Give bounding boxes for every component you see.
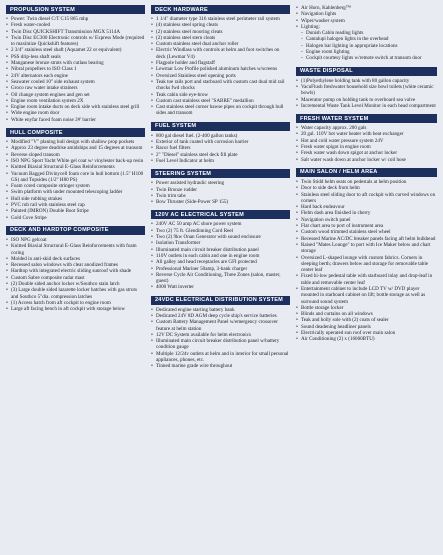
section-deck-hardware: [151, 5, 290, 117]
section-header: STEERING SYSTEM: [151, 169, 290, 178]
spec-item: • Swim platform with under mounted telescoping ladder: [6, 189, 145, 195]
spec-list: [151, 221, 290, 290]
spec-item: • Nibral propellers to ISO Class 1: [6, 66, 145, 72]
spec-item: • Lighting:: [296, 24, 437, 30]
spec-item: • Twin trim tabs: [151, 193, 290, 199]
spec-item: • 110V outlets in each cabin and one in engine room: [151, 253, 290, 259]
spec-item: • Large aft facing bench in aft cockpit with storage below: [6, 306, 145, 312]
spec-list: [6, 237, 145, 313]
spec-item: • ISO NPG Sport Yacht White gel coat w/ vinylester back-up resin: [6, 158, 145, 164]
spec-item: • Manganese bronze struts with cutlass bearing: [6, 60, 145, 66]
section-header: 120V AC ELECTRICAL SYSTEM: [151, 210, 290, 219]
spec-item: • Water capacity approx. 200 gals: [296, 125, 437, 131]
section-120v-ac-electrical-system: [151, 210, 290, 290]
section-main-salon-helm-area: [296, 168, 437, 343]
spec-subitem: - Engine room lighting: [296, 49, 437, 55]
section-header: WASTE DISPOSAL: [296, 67, 437, 76]
spec-sheet: [6, 5, 437, 545]
spec-item: • 1 1/4" diameter type 316 stainless steel perimeter rail system: [151, 16, 290, 22]
spec-item: • 800 gal diesel fuel. (2-400 gallon tanks): [151, 133, 290, 139]
section-header: MAIN SALON / HELM AREA: [296, 168, 437, 177]
spec-item: • Oversized L-shaped lounge with custom fabrics. Corners in sleeping berth; drawers below and storage for removable table center leaf: [296, 255, 437, 274]
spec-item: • Twin Stidd helm seats on pedestals at helm position: [296, 179, 437, 185]
spec-item: • Custom cast stainless steel "SABRE" medallion: [151, 98, 290, 104]
spec-item: • Hot and cold water pressure system 24V: [296, 138, 437, 144]
spec-item: • Molded in anti-skid deck surfaces: [6, 256, 145, 262]
spec-item: • Oversized Stainless steel opening ports: [151, 73, 290, 79]
spec-item: • Navigation switch panel: [296, 217, 437, 223]
spec-item: • Hard back endeavour: [296, 204, 437, 210]
spec-item: • Vacuum Bagged Divinycell foam core in hull bottom (1.5" H100 GS) and Topsides (1/2" H80 PS): [6, 171, 145, 184]
spec-item: • PVC rub rail with stainless steel cap: [6, 202, 145, 208]
spec-item: • (1) Access hatch from aft cockpit to engine room: [6, 300, 145, 306]
spec-item: • 2 3/4" stainless steel shaft (Aquamet 22 or equivalent): [6, 47, 145, 53]
spec-list: [6, 16, 145, 123]
spec-item: • Recessed Marine AC/DC breaker panels facing aft helm bulkhead: [296, 236, 437, 242]
spec-item: • Twin Bronze rudder: [151, 187, 290, 193]
section-header: HULL COMPOSITE: [6, 128, 145, 137]
spec-item: • Custom Battery Management Panel w/emergency crossover feature at helm station: [151, 319, 290, 332]
spec-item: • Two (2) 75 ft. Glendinning Cord Reel: [151, 228, 290, 234]
spec-item: • Illuminated main circuit breaker distribution panel w/battery condition gauge: [151, 338, 290, 351]
spec-item: • Flagpole holder and flagstaff: [151, 60, 290, 66]
spec-item: • Macerator pump on holding tank to overboard sea valve: [296, 97, 437, 103]
section-hull-composite: [6, 128, 145, 221]
section-header: PROPULSION SYSTEM: [6, 5, 145, 14]
spec-item: • Wide engine room door: [6, 110, 145, 116]
spec-item: • Professional Mariner 50amp, 3-bank charger: [151, 266, 290, 272]
spec-item: • (1)Polyethylene holding tank with 80 gallon capacity: [296, 78, 437, 84]
spec-item: • Power assisted hydraulic steering: [151, 180, 290, 186]
spec-item: • All galley and head receptacles are GFI protected: [151, 259, 290, 265]
spec-item: • 12V DC System available for helm electronics: [151, 332, 290, 338]
spec-item: • (3) Large double sided lazarette locker hatches with gas struts and Southco 5"dia. compression latches: [6, 287, 145, 300]
spec-item: • Incremental Waste Tank Level Monitor in each head compartment: [296, 103, 437, 109]
spec-item: • Custom wood trimmed stainless steel wheel: [296, 229, 437, 235]
spec-item: • 2" "Diesel" stainless steel deck fill plate: [151, 152, 290, 158]
spec-item: • Tinned marine grade wire throughout: [151, 363, 290, 369]
spec-item: • Air Horn, Kahlenberg™: [296, 5, 437, 11]
spec-item: • Illuminated main circuit breaker distribution panel: [151, 247, 290, 253]
spec-item: • Power: Twin diesel C/T C15 865 mhp: [6, 16, 145, 22]
spec-subitem: - Cantalupi halogen lights in the overhead: [296, 36, 437, 42]
spec-item: • Flat chart area to port of instrument area: [296, 223, 437, 229]
spec-list: [296, 78, 437, 109]
spec-item: • Fresh water spigot in engine room: [296, 144, 437, 150]
spec-list: [6, 139, 145, 221]
spec-item: • 240V AC 50 amp AC shore power system: [151, 221, 290, 227]
section-header: DECK AND HARDTOP COMPOSITE: [6, 226, 145, 235]
column-1: [6, 5, 145, 545]
spec-item: • Isolation Transformer: [151, 240, 290, 246]
section-header: FUEL SYSTEM: [151, 122, 290, 131]
spec-item: • Bottle storage locker: [296, 305, 437, 311]
section-fuel-system: [151, 122, 290, 164]
spec-item: • VacuFlush freshwater household size bowl toilets (white ceramic bowls): [296, 84, 437, 97]
section-24vdc-electrical-distribution-system: [151, 296, 290, 370]
spec-subitem: - Dunish Cabin reading lights: [296, 30, 437, 36]
spec-item: • Electric Windlass with controls at helm and foot switches on deck (Lewmar V4): [151, 47, 290, 60]
spec-item: • Bow Thruster (Side-Power SP 155): [151, 199, 290, 205]
spec-item: • PSS drip-less shaft seals: [6, 54, 145, 60]
spec-item: • Engine room ventilation system 2X: [6, 98, 145, 104]
spec-list: [151, 16, 290, 117]
spec-item: • Painted (IMRON) Double Boot Stripe: [6, 208, 145, 214]
spec-item: • Exterior of tank coated with corrosion barrier: [151, 139, 290, 145]
spec-item: • 24V alternators each engine: [6, 73, 145, 79]
section-propulsion-system: [6, 5, 145, 123]
spec-list: [151, 307, 290, 370]
spec-item: • Custom stainless steel dual anchor roller: [151, 41, 290, 47]
column-3: [296, 5, 437, 545]
section-header: DECK HARDWARE: [151, 5, 290, 14]
spec-subitem: - Halogen bar lighting in appropriate locations: [296, 43, 437, 49]
section-header: 24VDC ELECTRICAL DISTRIBUTION SYSTEM: [151, 296, 290, 305]
spec-item: • Oil change system engines and gen set: [6, 92, 145, 98]
spec-item: • Multiple 12/24v outlets at helm and in interior for small personal appliances, phones, etc.: [151, 351, 290, 364]
spec-item: • Dedicated engine starting battery bank: [151, 307, 290, 313]
spec-item: • Two (2) 9kw Onan Generator with sound enclosure: [151, 234, 290, 240]
spec-item: • 4000 Watt inverter: [151, 284, 290, 290]
spec-item: • Hull side rubbing strakes: [6, 196, 145, 202]
spec-item: • Wiper/washer system: [296, 18, 437, 24]
section-waste-disposal: [296, 67, 437, 109]
spec-item: • Reverse sloped transom: [6, 152, 145, 158]
spec-item: • Fuel Level Indicator at helm: [151, 158, 290, 164]
spec-item: • Reverse Cycle Air Conditioning, Three Zones (salon, master, guest): [151, 272, 290, 285]
spec-item: • Stainless steel sliding door to aft cockpit with curved windows on corners: [296, 192, 437, 205]
section-header: FRESH WATER SYSTEM: [296, 114, 437, 123]
spec-item: • Groco raw water intake strainers: [6, 85, 145, 91]
spec-item: • Approx 23 degree deadrise amidships and 15 degrees at transom: [6, 145, 145, 151]
spec-item: • Twin Disc EC300 Electronic controls w/ Express Mode (required to maximize Quickshift features): [6, 35, 145, 48]
spec-item: • Teak toe rails port and starboard with custom cast dual mid rail chocks fwd chocks: [151, 79, 290, 92]
spec-item: • Air Conditioning (2) x (16000BTU): [296, 336, 437, 342]
spec-item: • Seawater cooled 10" side exhaust system: [6, 79, 145, 85]
spec-item: • Flelm dash area finished in cherry: [296, 210, 437, 216]
spec-item: • Teak cabin side eye-brow: [151, 92, 290, 98]
spec-item: • Twin Disc QUICKSHIFT Transmission MGX 5114A: [6, 29, 145, 35]
spec-item: • Cast stainless steel corner hawse pipes on cockpit through hull sides and transom: [151, 104, 290, 117]
spec-item: • Gold Cove Stripe: [6, 215, 145, 221]
spec-item: • Navigation lights: [296, 11, 437, 17]
section-fresh-water-system: [296, 114, 437, 163]
spec-item: • (4) stainless steel spring cleats: [151, 22, 290, 28]
spec-item: • (2) stainless steel stern cleats: [151, 35, 290, 41]
section-misc: [296, 5, 437, 62]
spec-item: • Raised "Mates Lounge" to port with Ice Maker below and chart storage: [296, 242, 437, 255]
spec-item: • Lewmar Low Profile polished aluminum hatches w/screens: [151, 66, 290, 72]
spec-item: • Custom Sabre composite radar mast: [6, 275, 145, 281]
spec-item: • (2) stainless steel mooring cleats: [151, 29, 290, 35]
spec-item: • Hardtop with integrated electric sliding sunroof with shade: [6, 268, 145, 274]
section-steering-system: [151, 169, 290, 205]
spec-list: [296, 5, 437, 62]
spec-list: [296, 125, 437, 163]
spec-item: • Fresh water wash down spigot at anchor locker: [296, 150, 437, 156]
spec-list: [151, 133, 290, 164]
spec-item: • Door to side deck from helm: [296, 185, 437, 191]
spec-item: • Foam cored composite stringer system: [6, 183, 145, 189]
spec-item: • Fresh water-cooled: [6, 22, 145, 28]
spec-item: • Fixed hi-low pedestal table with starboard inlay and drop-leaf in table and removable center leaf: [296, 273, 437, 286]
spec-item: • Sound deadening headliner panels: [296, 324, 437, 330]
spec-item: • Entertainment cabinet to include LCD TV w/ DVD player mounted in starboard cabinet on lift; bottle storage as well as surround sound system: [296, 286, 437, 305]
spec-item: • Knitted Biaxial Structural E-Glass Reinforcements with foam coring: [6, 243, 145, 256]
spec-item: • Blinds and curtains on all windows: [296, 311, 437, 317]
column-2: [151, 5, 290, 545]
spec-item: • ISO NPG gelcoat: [6, 237, 145, 243]
spec-list: [151, 180, 290, 205]
spec-item: • Electrically operated sun roof over main salon: [296, 330, 437, 336]
spec-list: [296, 179, 437, 343]
spec-item: • Engine room intake ducts on deck side with stainless steel grill: [6, 104, 145, 110]
spec-item: • White enyfar faced foam noise 2#' barrier: [6, 117, 145, 123]
spec-item: • Dedicated 24V 8D AGM deep cycle ship's service batteries: [151, 313, 290, 319]
spec-item: • Racor fuel filters: [151, 145, 290, 151]
spec-item: • Teak and holly sole with (2) coats of sealer: [296, 317, 437, 323]
spec-item: • Modified "V" planing hull design with shallow prop pockets: [6, 139, 145, 145]
spec-item: • (2) Double sided anchor locker w/Southco stain latch: [6, 281, 145, 287]
spec-item: • 20 gal. 110V hot water heater with heat exchanger: [296, 131, 437, 137]
spec-subitem: - Cockpit courtesy lights w/remote switch at transom door: [296, 55, 437, 61]
spec-item: • Recessed salon windows with clear anodized frames: [6, 262, 145, 268]
section-deck-and-hardtop-composite: [6, 226, 145, 313]
spec-item: • Knitted Biaxial Structural E-Glass Reinforcements: [6, 164, 145, 170]
spec-item: • Salt water wash down at anchor locker w/ coil hose: [296, 157, 437, 163]
